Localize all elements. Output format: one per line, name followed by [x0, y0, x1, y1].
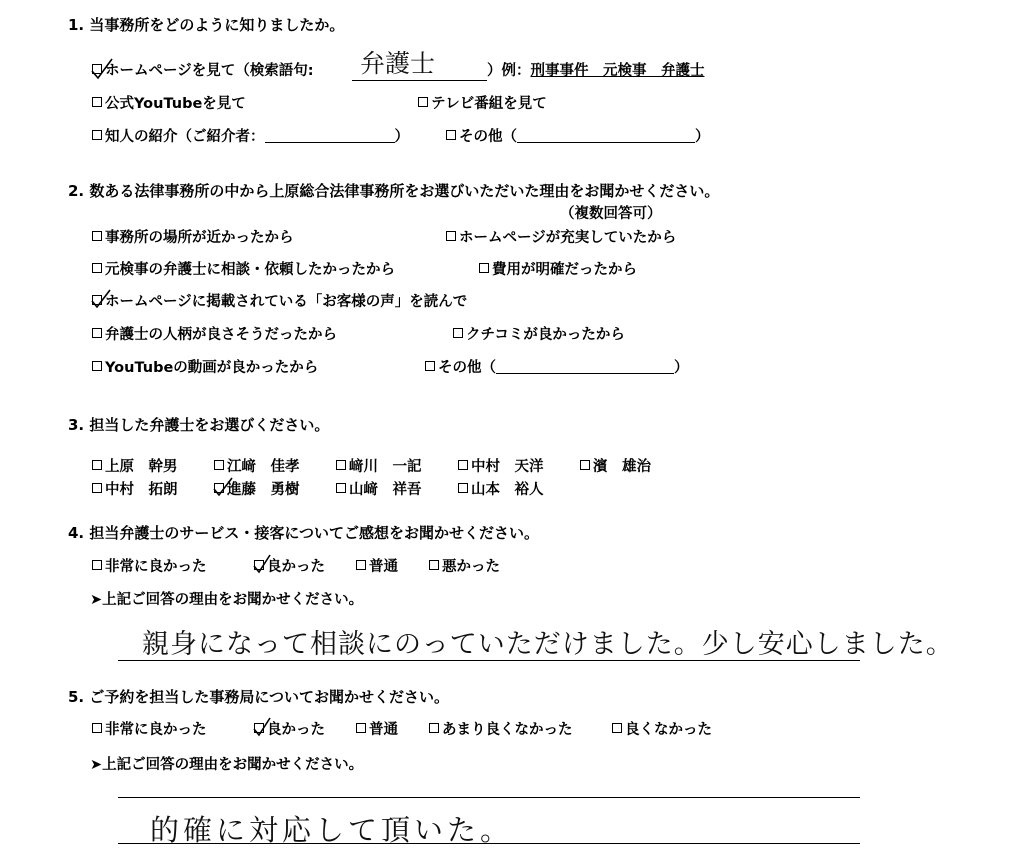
q2-option[interactable] [479, 261, 637, 279]
example-label: ）例： [487, 63, 531, 79]
lawyer-option[interactable] [92, 481, 178, 499]
example-terms: 刑事事件 元検事 弁護士 [530, 63, 705, 79]
checkbox[interactable] [429, 560, 439, 570]
checkbox[interactable] [92, 130, 102, 140]
checkbox[interactable] [479, 263, 489, 273]
q4-option[interactable] [92, 558, 207, 576]
q1-option-tv[interactable] [418, 95, 547, 113]
checkbox[interactable] [356, 560, 366, 570]
lawyer-option[interactable] [580, 458, 651, 476]
option-label: 普通 [369, 722, 398, 738]
q5-title: 5. ご予約を担当した事務局についてお聞かせください。 [68, 688, 450, 706]
checkmark-icon [250, 716, 274, 738]
option-label: あまり良くなかった [442, 722, 573, 738]
option-label: 費用が明確だったから [492, 262, 637, 278]
checkbox[interactable] [458, 483, 468, 493]
option-label: ホームページに掲載されている「お客様の声」を読んで [105, 294, 468, 310]
option-label: 非常に良かった [105, 559, 207, 575]
checkbox[interactable] [336, 483, 346, 493]
referral-blank[interactable] [265, 142, 395, 143]
checkbox[interactable] [336, 460, 346, 470]
handwritten-search-term: 弁護士 [360, 49, 436, 78]
q2-note: （複数回答可） [560, 206, 662, 222]
option-label: その他（ [438, 360, 496, 376]
q2-option[interactable] [446, 229, 676, 247]
lawyer-name: 中村 天洋 [471, 459, 544, 475]
lawyer-option[interactable] [336, 458, 422, 476]
option-label: クチコミが良かったから [466, 327, 625, 343]
lawyer-name: 進藤 勇樹 [227, 482, 300, 498]
option-label: 公式YouTubeを見て [105, 96, 246, 112]
checkbox[interactable] [418, 97, 428, 107]
q4-option[interactable] [429, 558, 500, 576]
option-label: 良かった [267, 722, 325, 738]
q1-option-referral[interactable] [92, 128, 409, 146]
checkmark-icon [88, 288, 114, 310]
q2-title: 2. 数ある法律事務所の中から上原総合法律事務所をお選びいただいた理由をお聞かせください。 [68, 182, 720, 200]
q4-option[interactable] [356, 558, 398, 576]
q1-option-other[interactable] [446, 128, 710, 146]
checkbox[interactable] [446, 130, 456, 140]
checkbox[interactable] [92, 263, 102, 273]
lawyer-option[interactable] [458, 458, 544, 476]
lawyer-name: 江﨑 佳孝 [227, 459, 300, 475]
checkbox[interactable] [580, 460, 590, 470]
q1-title: 1. 当事務所をどのように知りましたか。 [68, 16, 345, 34]
checkbox[interactable] [425, 361, 435, 371]
checkbox[interactable] [92, 483, 102, 493]
q1-option-youtube[interactable] [92, 95, 246, 113]
option-label: 非常に良かった [105, 722, 207, 738]
lawyer-option[interactable] [458, 481, 544, 499]
lawyer-name: 山﨑 祥吾 [349, 482, 422, 498]
q5-option[interactable] [356, 721, 398, 739]
option-label: 弁護士の人柄が良さそうだったから [105, 327, 337, 343]
lawyer-option[interactable] [214, 458, 300, 476]
checkbox[interactable] [429, 723, 439, 733]
lawyer-name: 濱 雄治 [593, 459, 651, 475]
q5-reason-prompt: ➤上記ご回答の理由をお聞かせください。 [90, 757, 364, 773]
other-blank[interactable] [496, 373, 674, 374]
checkmark-icon [250, 553, 274, 575]
other-blank[interactable] [517, 142, 695, 143]
option-label: 元検事の弁護士に相談・依頼したかったから [105, 262, 395, 278]
checkbox[interactable] [356, 723, 366, 733]
checkbox[interactable] [453, 328, 463, 338]
paren-close: ） [674, 360, 689, 376]
q2-option[interactable] [92, 261, 395, 279]
paren-close: ） [394, 129, 409, 145]
q2-option[interactable] [92, 359, 318, 377]
checkmark-icon [88, 57, 116, 81]
q1-option-homepage[interactable] [92, 62, 314, 80]
checkbox[interactable] [446, 231, 456, 241]
q5-reason-line-top [118, 797, 860, 798]
checkmark-icon [210, 476, 236, 498]
q2-option-other[interactable] [425, 359, 689, 377]
q5-option[interactable] [429, 721, 573, 739]
checkbox[interactable] [92, 560, 102, 570]
checkbox[interactable] [92, 460, 102, 470]
q2-option[interactable] [92, 326, 337, 344]
option-label: YouTubeの動画が良かったから [105, 360, 319, 376]
option-label: 普通 [369, 559, 398, 575]
search-term-blank [352, 80, 487, 81]
checkbox[interactable] [92, 97, 102, 107]
option-label: 悪かった [442, 559, 500, 575]
q2-option-checked[interactable] [92, 293, 467, 311]
checkbox[interactable] [612, 723, 622, 733]
q5-reason-line-bottom [118, 843, 860, 844]
lawyer-option[interactable] [336, 481, 422, 499]
lawyer-name: 上原 幹男 [105, 459, 178, 475]
checkbox[interactable] [458, 460, 468, 470]
option-label: ホームページが充実していたから [459, 230, 677, 246]
lawyer-name: 中村 拓朗 [105, 482, 178, 498]
checkbox[interactable] [92, 328, 102, 338]
paren-close: ） [695, 129, 710, 145]
q4-handwritten-reason[interactable]: 親身になって相談にのっていただけました。少し安心しました。 [142, 629, 954, 660]
option-label: 事務所の場所が近かったから [105, 230, 294, 246]
checkbox[interactable] [92, 361, 102, 371]
option-label: ホームページを見て（検索語句: [105, 63, 314, 79]
q1-example [487, 62, 705, 80]
q2-option[interactable] [92, 229, 294, 247]
checkbox[interactable] [214, 460, 224, 470]
q5-handwritten-reason[interactable]: 的確に対応して頂いた。 [150, 813, 514, 847]
q4-reason-prompt: ➤上記ご回答の理由をお聞かせください。 [90, 592, 364, 608]
lawyer-name: 山本 裕人 [471, 482, 544, 498]
option-label: 良かった [267, 559, 325, 575]
q5-option[interactable] [612, 721, 712, 739]
option-label: 知人の紹介（ご紹介者： [105, 129, 265, 145]
lawyer-option[interactable] [92, 458, 178, 476]
q4-title: 4. 担当弁護士のサービス・接客についてご感想をお聞かせください。 [68, 524, 540, 542]
lawyer-name: 﨑川 一記 [349, 459, 422, 475]
q4-reason-line [118, 660, 860, 661]
q5-option[interactable] [92, 721, 207, 739]
checkbox[interactable] [92, 231, 102, 241]
q2-option[interactable] [453, 326, 625, 344]
q3-title: 3. 担当した弁護士をお選びください。 [68, 416, 330, 434]
checkbox[interactable] [92, 723, 102, 733]
option-label: 良くなかった [625, 722, 712, 738]
option-label: その他（ [459, 129, 517, 145]
option-label: テレビ番組を見て [431, 96, 547, 112]
